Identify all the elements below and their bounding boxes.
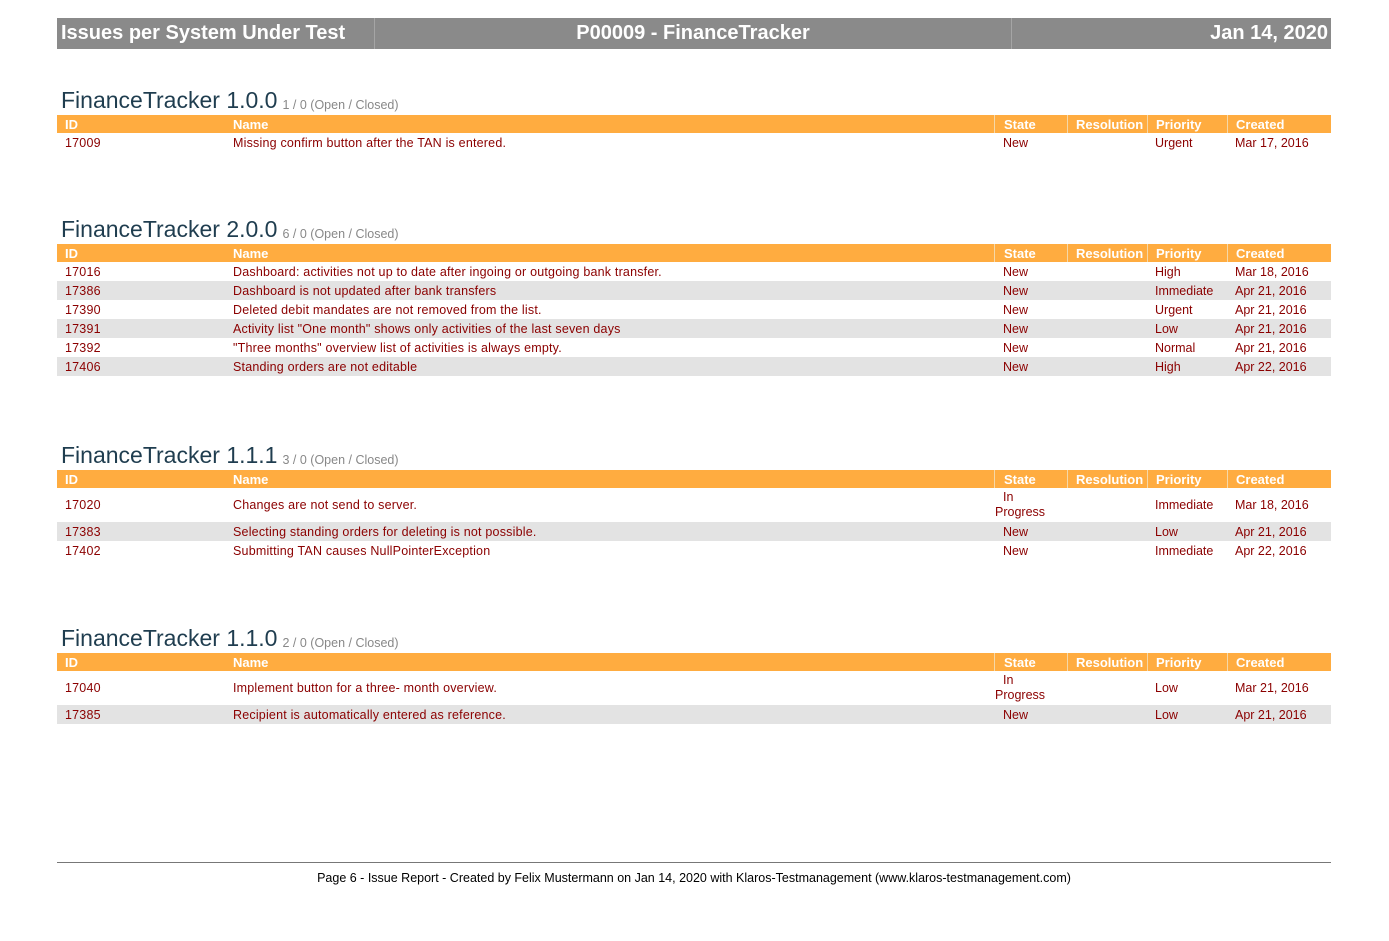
col-created: Created — [1227, 653, 1331, 671]
issue-priority: Low — [1155, 707, 1178, 722]
table-row — [57, 319, 1331, 338]
table-row — [57, 705, 1331, 724]
issue-state: New — [1003, 340, 1029, 355]
issue-name: Standing orders are not editable — [233, 359, 418, 374]
issue-priority: Urgent — [1155, 135, 1193, 150]
table-row — [57, 338, 1331, 357]
col-id: ID — [65, 245, 78, 261]
issue-state: New — [1003, 283, 1029, 298]
col-priority: Priority — [1147, 244, 1227, 262]
table-row — [57, 488, 1331, 522]
issue-created: Apr 21, 2016 — [1235, 302, 1307, 317]
issue-id: 17402 — [65, 543, 101, 558]
table-row — [57, 671, 1331, 705]
issue-resolution — [1067, 488, 1147, 522]
sut-name: FinanceTracker 1.1.0 — [61, 625, 278, 651]
table-row — [57, 133, 1331, 152]
sut-counts: 6 / 0 (Open / Closed) — [282, 226, 399, 241]
table-row — [57, 281, 1331, 300]
report-type-title: Issues per System Under Test — [57, 18, 375, 49]
issue-priority: Low — [1155, 321, 1178, 336]
sut-section — [57, 213, 1331, 376]
issue-name: Missing confirm button after the TAN is entered. — [233, 135, 507, 150]
issue-id: 17390 — [65, 302, 101, 317]
project-title: P00009 - FinanceTracker — [375, 18, 1012, 49]
report-date: Jan 14, 2020 — [1210, 22, 1328, 44]
col-state: State — [994, 470, 1067, 488]
issue-created: Apr 21, 2016 — [1235, 340, 1307, 355]
issue-id: 17016 — [65, 264, 101, 279]
table-header — [57, 470, 1331, 488]
issue-created: Apr 22, 2016 — [1235, 543, 1307, 558]
issue-name: Selecting standing orders for deleting is not possible. — [233, 524, 537, 539]
issue-resolution — [1067, 705, 1147, 724]
issue-id: 17383 — [65, 524, 101, 539]
issue-id: 17009 — [65, 135, 101, 150]
col-id: ID — [65, 654, 78, 670]
col-name: Name — [233, 471, 269, 487]
sut-heading — [57, 439, 1331, 467]
issue-priority: High — [1155, 264, 1181, 279]
issue-id: 17392 — [65, 340, 101, 355]
table-header — [57, 244, 1331, 262]
issue-id: 17391 — [65, 321, 101, 336]
issue-priority: Low — [1155, 681, 1178, 695]
issue-priority: Immediate — [1155, 543, 1214, 558]
issue-name: Dashboard is not updated after bank transfers — [233, 283, 497, 298]
col-priority: Priority — [1147, 653, 1227, 671]
table-row — [57, 357, 1331, 376]
col-created: Created — [1227, 244, 1331, 262]
issue-name: Dashboard: activities not up to date after ingoing or outgoing bank transfer. — [233, 264, 662, 279]
col-name: Name — [233, 245, 269, 261]
issue-id: 17385 — [65, 707, 101, 722]
sut-heading — [57, 84, 1331, 112]
issue-name: Changes are not send to server. — [233, 498, 418, 512]
issue-name: Recipient is automatically entered as reference. — [233, 707, 506, 722]
issues-table — [57, 244, 1331, 376]
col-priority: Priority — [1147, 115, 1227, 133]
page-footer: Page 6 - Issue Report - Created by Felix Mustermann on Jan 14, 2020 with Klaros-Testmanagement (www.klaros-testmanagement.com) — [317, 871, 1071, 885]
issue-created: Mar 21, 2016 — [1235, 681, 1309, 695]
sut-heading — [57, 622, 1331, 650]
col-state: State — [994, 244, 1067, 262]
report-header — [57, 18, 1331, 49]
issue-id: 17406 — [65, 359, 101, 374]
issue-name: "Three months" overview list of activities is always empty. — [233, 340, 562, 355]
sut-counts: 3 / 0 (Open / Closed) — [282, 452, 399, 467]
col-priority: Priority — [1147, 470, 1227, 488]
issue-priority: Immediate — [1155, 498, 1214, 512]
col-id: ID — [65, 471, 78, 487]
issue-created: Mar 17, 2016 — [1235, 135, 1309, 150]
issue-priority: Low — [1155, 524, 1178, 539]
issue-resolution — [1067, 133, 1147, 152]
issue-created: Apr 22, 2016 — [1235, 359, 1307, 374]
issue-state: New — [1003, 524, 1029, 539]
issue-state: New — [1003, 321, 1029, 336]
issue-resolution — [1067, 671, 1147, 705]
col-state: State — [994, 653, 1067, 671]
issue-resolution — [1067, 522, 1147, 541]
issue-state: New — [1003, 135, 1029, 150]
issue-name: Implement button for a three- month overview. — [233, 681, 497, 695]
issue-priority: High — [1155, 359, 1181, 374]
footer-divider — [57, 862, 1331, 863]
issue-resolution — [1067, 357, 1147, 376]
issue-priority: Urgent — [1155, 302, 1193, 317]
issue-priority: Immediate — [1155, 283, 1214, 298]
issue-state: New — [1003, 543, 1029, 558]
issues-table — [57, 115, 1331, 152]
col-id: ID — [65, 116, 78, 132]
issue-resolution — [1067, 338, 1147, 357]
sut-name: FinanceTracker 1.0.0 — [61, 87, 278, 113]
table-header — [57, 653, 1331, 671]
issue-created: Mar 18, 2016 — [1235, 498, 1309, 512]
issue-state: New — [1003, 302, 1029, 317]
issue-id: 17040 — [65, 681, 101, 695]
sut-section — [57, 439, 1331, 560]
col-resolution: Resolution — [1067, 653, 1147, 671]
sut-counts: 1 / 0 (Open / Closed) — [282, 97, 399, 112]
issue-name: Deleted debit mandates are not removed from the list. — [233, 302, 542, 317]
issue-resolution — [1067, 300, 1147, 319]
col-created: Created — [1227, 470, 1331, 488]
issue-state: In Progress — [995, 490, 1046, 519]
issue-created: Apr 21, 2016 — [1235, 321, 1307, 336]
table-row — [57, 522, 1331, 541]
table-header — [57, 115, 1331, 133]
issue-name: Activity list "One month" shows only activities of the last seven days — [233, 321, 621, 336]
issues-table — [57, 470, 1331, 560]
col-name: Name — [233, 116, 269, 132]
issues-table — [57, 653, 1331, 724]
table-row — [57, 262, 1331, 281]
sut-section — [57, 622, 1331, 724]
issue-state: New — [1003, 264, 1029, 279]
issue-created: Apr 21, 2016 — [1235, 524, 1307, 539]
issue-resolution — [1067, 262, 1147, 281]
issue-state: New — [1003, 707, 1029, 722]
sut-section — [57, 84, 1331, 152]
table-row — [57, 300, 1331, 319]
issue-resolution — [1067, 319, 1147, 338]
col-resolution: Resolution — [1067, 470, 1147, 488]
sut-name: FinanceTracker 1.1.1 — [61, 442, 278, 468]
issue-state: New — [1003, 359, 1029, 374]
sut-counts: 2 / 0 (Open / Closed) — [282, 635, 399, 650]
col-resolution: Resolution — [1067, 115, 1147, 133]
sut-name: FinanceTracker 2.0.0 — [61, 216, 278, 242]
col-resolution: Resolution — [1067, 244, 1147, 262]
issue-created: Apr 21, 2016 — [1235, 283, 1307, 298]
col-name: Name — [233, 654, 269, 670]
col-created: Created — [1227, 115, 1331, 133]
table-row — [57, 541, 1331, 560]
issue-resolution — [1067, 281, 1147, 300]
sut-heading — [57, 213, 1331, 241]
issue-name: Submitting TAN causes NullPointerException — [233, 543, 491, 558]
issue-resolution — [1067, 541, 1147, 560]
issue-id: 17386 — [65, 283, 101, 298]
issue-created: Mar 18, 2016 — [1235, 264, 1309, 279]
col-state: State — [994, 115, 1067, 133]
issue-created: Apr 21, 2016 — [1235, 707, 1307, 722]
issue-state: In Progress — [995, 673, 1046, 702]
issue-priority: Normal — [1155, 340, 1196, 355]
issue-id: 17020 — [65, 498, 101, 512]
